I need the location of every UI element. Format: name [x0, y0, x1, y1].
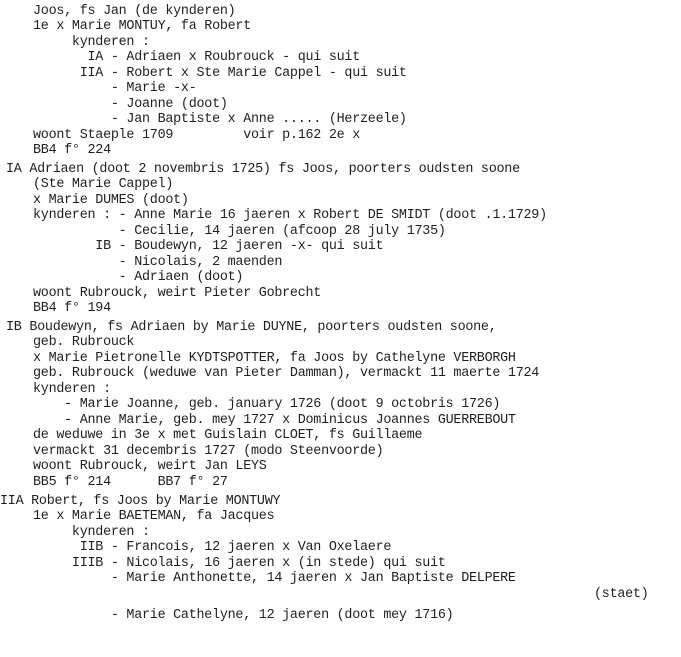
text-line: kynderen : — [33, 382, 111, 397]
text-line: 1e x Marie BAETEMAN, fa Jacques — [33, 509, 275, 524]
text-line: x Marie DUMES (doot) — [33, 193, 189, 208]
text-line: - Anne Marie, geb. mey 1727 x Dominicus Joannes GUERREBOUT — [33, 413, 516, 428]
text-line: - Cecilie, 14 jaeren (afcoop 28 july 1735) — [33, 224, 446, 239]
text-line: - Marie Anthonette, 14 jaeren x Jan Baptiste DELPERE — [33, 571, 516, 586]
text-line: (staet) — [594, 587, 649, 602]
text-line: BB5 f° 214 BB7 f° 27 — [33, 475, 228, 490]
text-line: IB - Boudewyn, 12 jaeren -x- qui suit — [33, 239, 384, 254]
text-line: BB4 f° 224 — [33, 143, 111, 158]
text-line: - Jan Baptiste x Anne ..... (Herzeele) — [33, 112, 407, 127]
text-line: - Nicolais, 2 maenden — [33, 255, 283, 270]
text-line: vermackt 31 decembris 1727 (modo Steenvoorde) — [33, 444, 384, 459]
text-line: IIB - Francois, 12 jaeren x Van Oxelaere — [33, 540, 392, 555]
text-line: woont Rubrouck, weirt Jan LEYS — [33, 459, 267, 474]
text-line: - Marie Joanne, geb. january 1726 (doot 9 octobris 1726) — [33, 397, 501, 412]
text-line: woont Rubrouck, weirt Pieter Gobrecht — [33, 286, 322, 301]
text-line: (Ste Marie Cappel) — [33, 177, 174, 192]
entry-heading-IIA: IIA Robert, fs Joos by Marie MONTUWY — [0, 494, 281, 509]
text-line: geb. Rubrouck — [33, 335, 135, 350]
text-line: x Marie Pietronelle KYDTSPOTTER, fa Joos by Cathelyne VERBORGH — [33, 351, 516, 366]
text-line: kynderen : — [33, 525, 150, 540]
text-line: IA - Adriaen x Roubrouck - qui suit — [33, 50, 360, 65]
text-line: - Marie Cathelyne, 12 jaeren (doot mey 1716) — [33, 608, 454, 623]
text-line: kynderen : — [33, 35, 150, 50]
text-line: Joos, fs Jan (de kynderen) — [33, 4, 236, 19]
entry-heading-IA: IA Adriaen (doot 2 novembris 1725) fs Joos, poorters oudsten soone — [6, 162, 520, 177]
entry-heading-IB: IB Boudewyn, fs Adriaen by Marie DUYNE, poorters oudsten soone, — [6, 320, 497, 335]
text-line: woont Staeple 1709 voir p.162 2e x — [33, 128, 360, 143]
text-line: 1e x Marie MONTUY, fa Robert — [33, 19, 251, 34]
text-line: BB4 f° 194 — [33, 301, 111, 316]
text-line: - Adriaen (doot) — [33, 270, 244, 285]
text-line: geb. Rubrouck (weduwe van Pieter Damman), vermackt 11 maerte 1724 — [33, 366, 540, 381]
text-line: IIA - Robert x Ste Marie Cappel - qui suit — [33, 66, 407, 81]
text-line: kynderen : - Anne Marie 16 jaeren x Robert DE SMIDT (doot .1.1729) — [33, 208, 547, 223]
text-line: IIIB - Nicolais, 16 jaeren x (in stede) qui suit — [33, 556, 446, 571]
text-line: - Marie -x- — [33, 81, 197, 96]
text-line: de weduwe in 3e x met Guislain CLOET, fs Guillaeme — [33, 428, 423, 443]
text-line: - Joanne (doot) — [33, 97, 228, 112]
